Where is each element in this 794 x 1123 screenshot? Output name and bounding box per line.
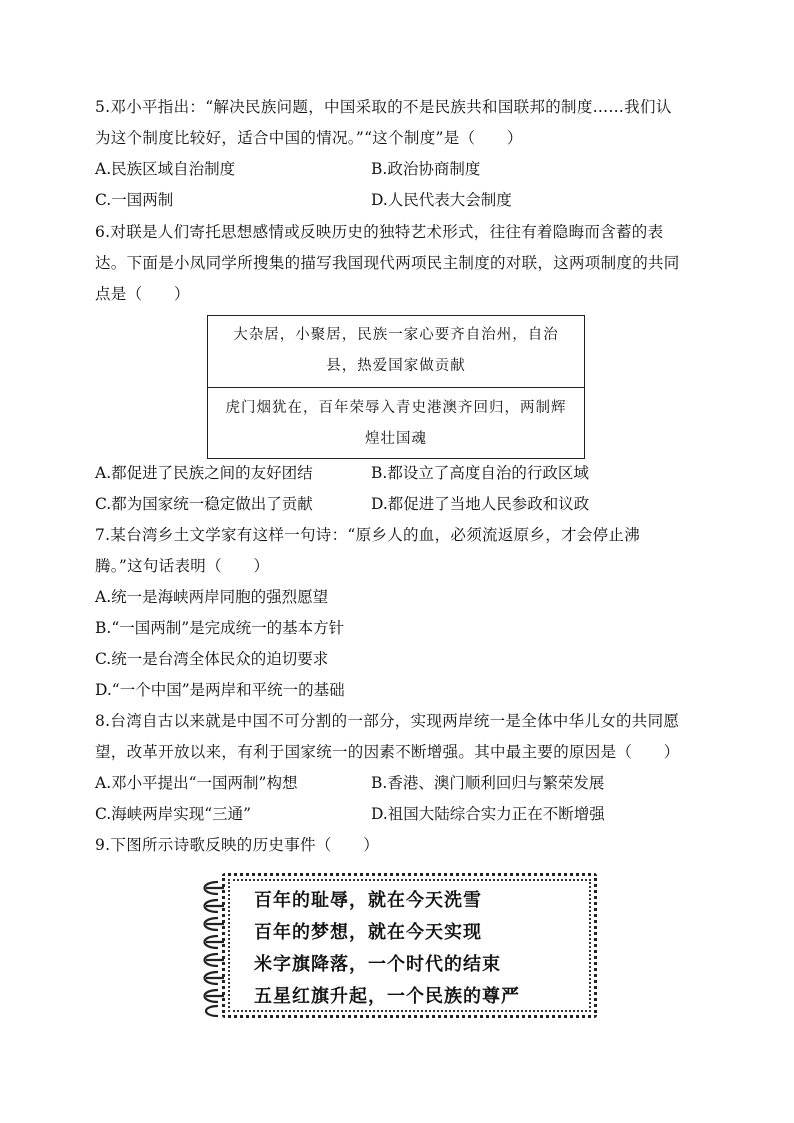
q7-stem-line2: 腾。”这句话表明（ ） (95, 557, 270, 575)
couplet-divider (208, 387, 584, 388)
couplet-row1-line2: 县，热爱国家做贡献 (326, 358, 466, 374)
poem-line-4: 五星红旗升起，一个民族的尊严 (254, 986, 520, 1007)
q9-stem: 9.下图所示诗歌反映的历史事件（ ） (95, 836, 379, 854)
q7-option-c[interactable]: C.统一是台湾全体民众的迫切要求 (95, 650, 329, 668)
q6-option-c[interactable]: C.都为国家统一稳定做出了贡献 (95, 495, 313, 513)
poem-line-3: 米字旗降落，一个时代的结束 (254, 954, 501, 975)
q8-option-a[interactable]: A.邓小平提出“一国两制”构想 (95, 774, 298, 792)
q6-option-a[interactable]: A.都促进了民族之间的友好团结 (95, 464, 313, 482)
q7-option-d[interactable]: D.“一个中国”是两岸和平统一的基础 (95, 681, 345, 699)
q5-stem-line1: 5.邓小平指出：“解决民族问题，中国采取的不是民族共和国联邦的制度……我们认 (95, 98, 672, 116)
q8-option-d[interactable]: D.祖国大陆综合实力正在不断增强 (371, 805, 605, 823)
q7-stem-line1: 7.某台湾乡土文学家有这样一句诗：“原乡人的血，必须流返原乡，才会停止沸 (95, 526, 641, 544)
couplet-table (207, 315, 585, 459)
poem-line-1: 百年的耻辱，就在今天洗雪 (254, 890, 482, 911)
q7-option-a[interactable]: A.统一是海峡两岸同胞的强烈愿望 (95, 588, 329, 606)
q6-stem-line2: 达。下面是小凤同学所搜集的描写我国现代两项民主制度的对联，这两项制度的共同 (95, 254, 680, 272)
q6-stem-line3: 点是（ ） (95, 285, 190, 303)
q6-option-b[interactable]: B.都设立了高度自治的行政区域 (371, 464, 589, 482)
couplet-row2-line2: 煌壮国魂 (365, 431, 427, 447)
q5-option-a[interactable]: A.民族区域自治制度 (95, 160, 236, 178)
couplet-row1-line1: 大杂居，小聚居，民族一家心要齐自治州，自治 (233, 327, 559, 343)
q7-option-b[interactable]: B.“一国两制”是完成统一的基本方针 (95, 619, 345, 637)
q5-option-b[interactable]: B.政治协商制度 (371, 160, 481, 178)
couplet-row2-line1: 虎门烟犹在，百年荣辱入青史港澳齐回归，两制辉 (225, 400, 567, 416)
q8-stem-line2: 望，改革开放以来，有利于国家统一的因素不断增强。其中最主要的原因是（ ） (95, 743, 680, 761)
q5-stem-line2: 为这个制度比较好，适合中国的情况。”“这个制度”是（ ） (95, 129, 523, 147)
q8-stem-line1: 8.台湾自古以来就是中国不可分割的一部分，实现两岸统一是全体中华儿女的共同愿 (95, 712, 680, 730)
poem-line-2: 百年的梦想，就在今天实现 (254, 922, 482, 943)
q6-stem-line1: 6.对联是人们寄托思想感情或反映历史的独特艺术形式，往往有着隐晦而含蓄的表 (95, 223, 664, 241)
q6-option-d[interactable]: D.都促进了当地人民参政和议政 (371, 495, 590, 513)
q5-option-c[interactable]: C.一国两制 (95, 191, 174, 209)
q8-option-b[interactable]: B.香港、澳门顺利回归与繁荣发展 (371, 774, 605, 792)
q8-option-c[interactable]: C.海峡两岸实现“三通” (95, 805, 252, 823)
q5-option-d[interactable]: D.人民代表大会制度 (371, 191, 512, 209)
